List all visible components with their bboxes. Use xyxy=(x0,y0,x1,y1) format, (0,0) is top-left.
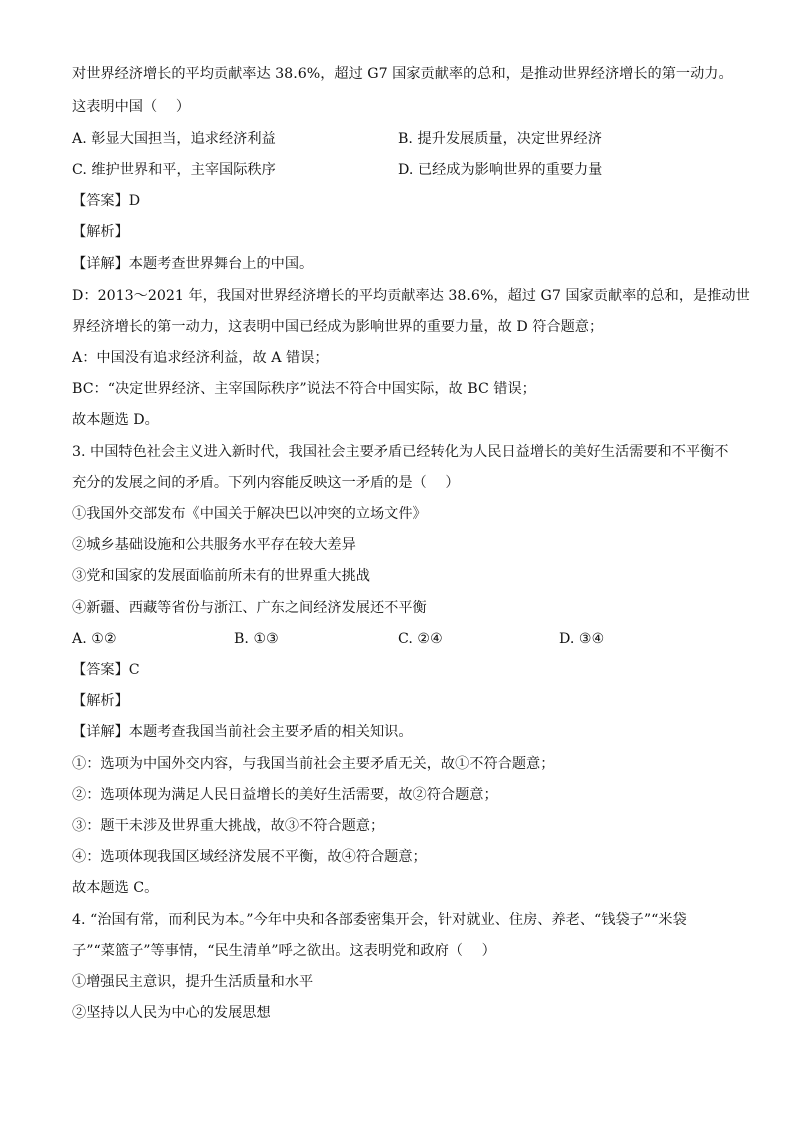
q3-stem-line-2: 充分的发展之间的矛盾。下列内容能反映这一矛盾的是（ ） xyxy=(72,475,460,491)
q3-item-3: ③党和国家的发展面临前所未有的世界重大挑战 xyxy=(72,568,370,584)
q2-option-b: B. 提升发展质量，决定世界经济 xyxy=(398,131,602,147)
q4-stem-line-1: 4. “治国有常，而利民为本。”今年中央和各部委密集开会，针对就业、住房、养老、“钱袋子”“米袋 xyxy=(72,912,687,928)
q2-detail: 【详解】本题考查世界舞台上的中国。 xyxy=(72,256,314,272)
q2-stem-line-1: 对世界经济增长的平均贡献率达 38.6%，超过 G7 国家贡献率的总和，是推动世界经济增长的第一动力。 xyxy=(72,66,733,82)
q3-option-c: C. ②④ xyxy=(398,631,443,647)
q4-item-2: ②坚持以人民为中心的发展思想 xyxy=(72,1005,271,1021)
q3-item-1: ①我国外交部发布《中国关于解决巴以冲突的立场文件》 xyxy=(72,506,427,522)
q3-explanation-4: ④：选项体现我国区域经济发展不平衡，故④符合题意； xyxy=(72,849,427,865)
q3-detail: 【详解】本题考查我国当前社会主要矛盾的相关知识。 xyxy=(72,724,413,740)
q3-stem-line-1: 3. 中国特色社会主义进入新时代，我国社会主要矛盾已经转化为人民日益增长的美好生活需要和不平衡不 xyxy=(72,444,729,460)
q3-conclusion: 故本题选 C。 xyxy=(72,880,159,896)
q2-explanation-a: A：中国没有追求经济利益，故 A 错误； xyxy=(72,350,329,366)
q3-item-2: ②城乡基础设施和公共服务水平存在较大差异 xyxy=(72,537,356,553)
q3-explanation-1: ①：选项为中国外交内容，与我国当前社会主要矛盾无关，故①不符合题意； xyxy=(72,756,555,772)
q3-analysis-label: 【解析】 xyxy=(72,693,129,709)
q2-stem-line-2: 这表明中国（ ） xyxy=(72,99,191,115)
q2-explanation-bc: BC：“决定世界经济、主宰国际秩序”说法不符合中国实际，故 BC 错误； xyxy=(72,381,536,397)
q3-option-d: D. ③④ xyxy=(559,631,605,647)
q2-conclusion: 故本题选 D。 xyxy=(72,412,159,428)
q3-explanation-3: ③：题干未涉及世界重大挑战，故③不符合题意； xyxy=(72,818,385,834)
q3-item-4: ④新疆、西藏等省份与浙江、广东之间经济发展还不平衡 xyxy=(72,600,427,616)
q4-item-1: ①增强民主意识，提升生活质量和水平 xyxy=(72,974,314,990)
q2-option-a: A. 彰显大国担当，追求经济利益 xyxy=(72,131,276,147)
q3-option-a: A. ①② xyxy=(72,631,117,647)
q3-option-b: B. ①③ xyxy=(234,631,279,647)
q3-answer: 【答案】C xyxy=(72,662,140,678)
q2-answer: 【答案】D xyxy=(72,193,141,209)
q4-stem-line-2: 子”“菜篮子”等事情，“民生清单”呼之欲出。这表明党和政府（ ） xyxy=(72,943,496,959)
q2-analysis-label: 【解析】 xyxy=(72,224,129,240)
q2-explanation-d-line-2: 界经济增长的第一动力，这表明中国已经成为影响世界的重要力量，故 D 符合题意； xyxy=(72,319,604,335)
q2-option-c: C. 维护世界和平，主宰国际秩序 xyxy=(72,162,276,178)
q2-explanation-d-line-1: D：2013～2021 年，我国对世界经济增长的平均贡献率达 38.6%，超过 G7 国家贡献率的总和，是推动世 xyxy=(72,288,750,304)
q3-explanation-2: ②：选项体现为满足人民日益增长的美好生活需要，故②符合题意； xyxy=(72,787,498,803)
q2-option-d: D. 已经成为影响世界的重要力量 xyxy=(398,162,603,178)
